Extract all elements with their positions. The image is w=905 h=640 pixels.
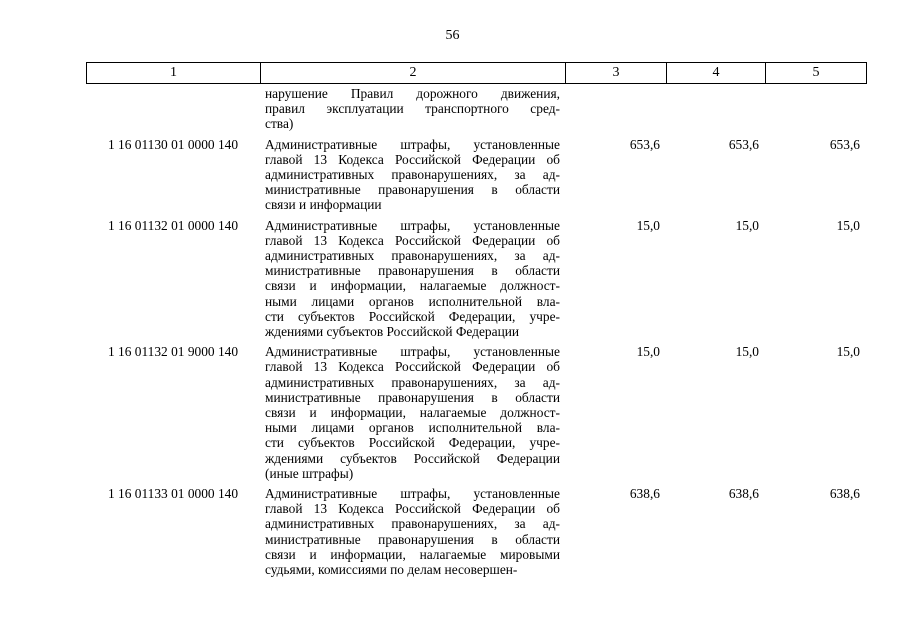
table-row	[86, 344, 866, 481]
table-row	[86, 137, 866, 213]
row-description	[260, 137, 565, 213]
row-value-col-4: 15,0	[735, 217, 759, 233]
row-value-col-5	[765, 86, 866, 132]
row-value-col-3: 15,0	[636, 217, 660, 233]
description-line: связи и информации, налагаемые должност-	[265, 405, 560, 421]
description-line: сти субъектов Российской Федерации, учре-	[265, 435, 560, 451]
description-line: главой 13 Кодекса Российской Федерации об	[265, 501, 560, 517]
description-line: административных правонарушениях, за ад-	[265, 248, 560, 264]
table-row	[86, 486, 866, 577]
description-line: ждениями субъектов Российской Федерации	[265, 324, 520, 340]
header-row	[87, 63, 867, 84]
description-line: связи и информации	[265, 197, 382, 213]
row-value-col-3: 653,6	[629, 136, 660, 152]
description-line: Административные штрафы, установленные	[265, 486, 560, 502]
description-line: министративные правонарушения в области	[265, 531, 560, 547]
row-value-col-5: 653,6	[829, 136, 860, 152]
row-value-col-4: 638,6	[728, 486, 759, 502]
table-body	[86, 86, 866, 577]
header-col-2: 2	[261, 63, 566, 84]
row-description	[260, 486, 565, 577]
table-row	[86, 218, 866, 340]
description-line: министративные правонарушения в области	[265, 182, 560, 198]
description-line: связи и информации, налагаемые мировыми	[265, 546, 560, 562]
row-value-col-5: 15,0	[836, 217, 860, 233]
description-line: главой 13 Кодекса Российской Федерации об	[265, 359, 560, 375]
description-line: судьями, комиссиями по делам несовершен-	[265, 562, 518, 578]
row-code: 1 16 01132 01 0000 140	[107, 217, 239, 233]
description-line: главой 13 Кодекса Российской Федерации об	[265, 232, 560, 248]
table-row	[86, 86, 866, 132]
description-line: административных правонарушениях, за ад-	[265, 516, 560, 532]
row-value-col-3: 638,6	[629, 486, 660, 502]
description-line: связи и информации, налагаемые должност-	[265, 278, 560, 294]
description-line: (иные штрафы)	[265, 465, 354, 481]
description-line: Административные штрафы, установленные	[265, 344, 560, 360]
row-code: 1 16 01132 01 9000 140	[107, 344, 239, 360]
row-code: 1 16 01130 01 0000 140	[107, 136, 239, 152]
row-code: 1 16 01133 01 0000 140	[107, 486, 239, 502]
row-code	[86, 86, 260, 132]
description-line: административных правонарушениях, за ад-	[265, 374, 560, 390]
header-col-3: 3	[566, 63, 667, 84]
description-line: главой 13 Кодекса Российской Федерации об	[265, 151, 560, 167]
row-description	[260, 344, 565, 481]
description-line: правил эксплуатации транспортного сред-	[265, 101, 560, 117]
row-value-col-4: 653,6	[728, 136, 759, 152]
description-line: министративные правонарушения в области	[265, 263, 560, 279]
row-description	[260, 218, 565, 340]
row-value-col-5: 638,6	[829, 486, 860, 502]
description-line: ными лицами органов исполнительной вла-	[265, 420, 560, 436]
header-col-1: 1	[87, 63, 261, 84]
description-line: ства)	[265, 116, 294, 132]
description-line: нарушение Правил дорожного движения,	[265, 86, 560, 101]
description-line: ными лицами органов исполнительной вла-	[265, 293, 560, 309]
header-col-5: 5	[766, 63, 867, 84]
row-description	[260, 86, 565, 132]
row-value-col-3: 15,0	[636, 344, 660, 360]
header-col-4: 4	[667, 63, 766, 84]
description-line: министративные правонарушения в области	[265, 389, 560, 405]
description-line: Административные штрафы, установленные	[265, 217, 560, 233]
description-line: Административные штрафы, установленные	[265, 136, 560, 152]
description-line: административных правонарушениях, за ад-	[265, 167, 560, 183]
page-number: 56	[445, 28, 460, 43]
row-value-col-5: 15,0	[836, 344, 860, 360]
row-value-col-4	[666, 86, 765, 132]
row-value-col-4: 15,0	[735, 344, 759, 360]
description-line: сти субъектов Российской Федерации, учре-	[265, 308, 560, 324]
description-line: ждениями субъектов Российской Федерации	[265, 450, 560, 466]
row-value-col-3	[565, 86, 666, 132]
table-header	[86, 62, 867, 84]
